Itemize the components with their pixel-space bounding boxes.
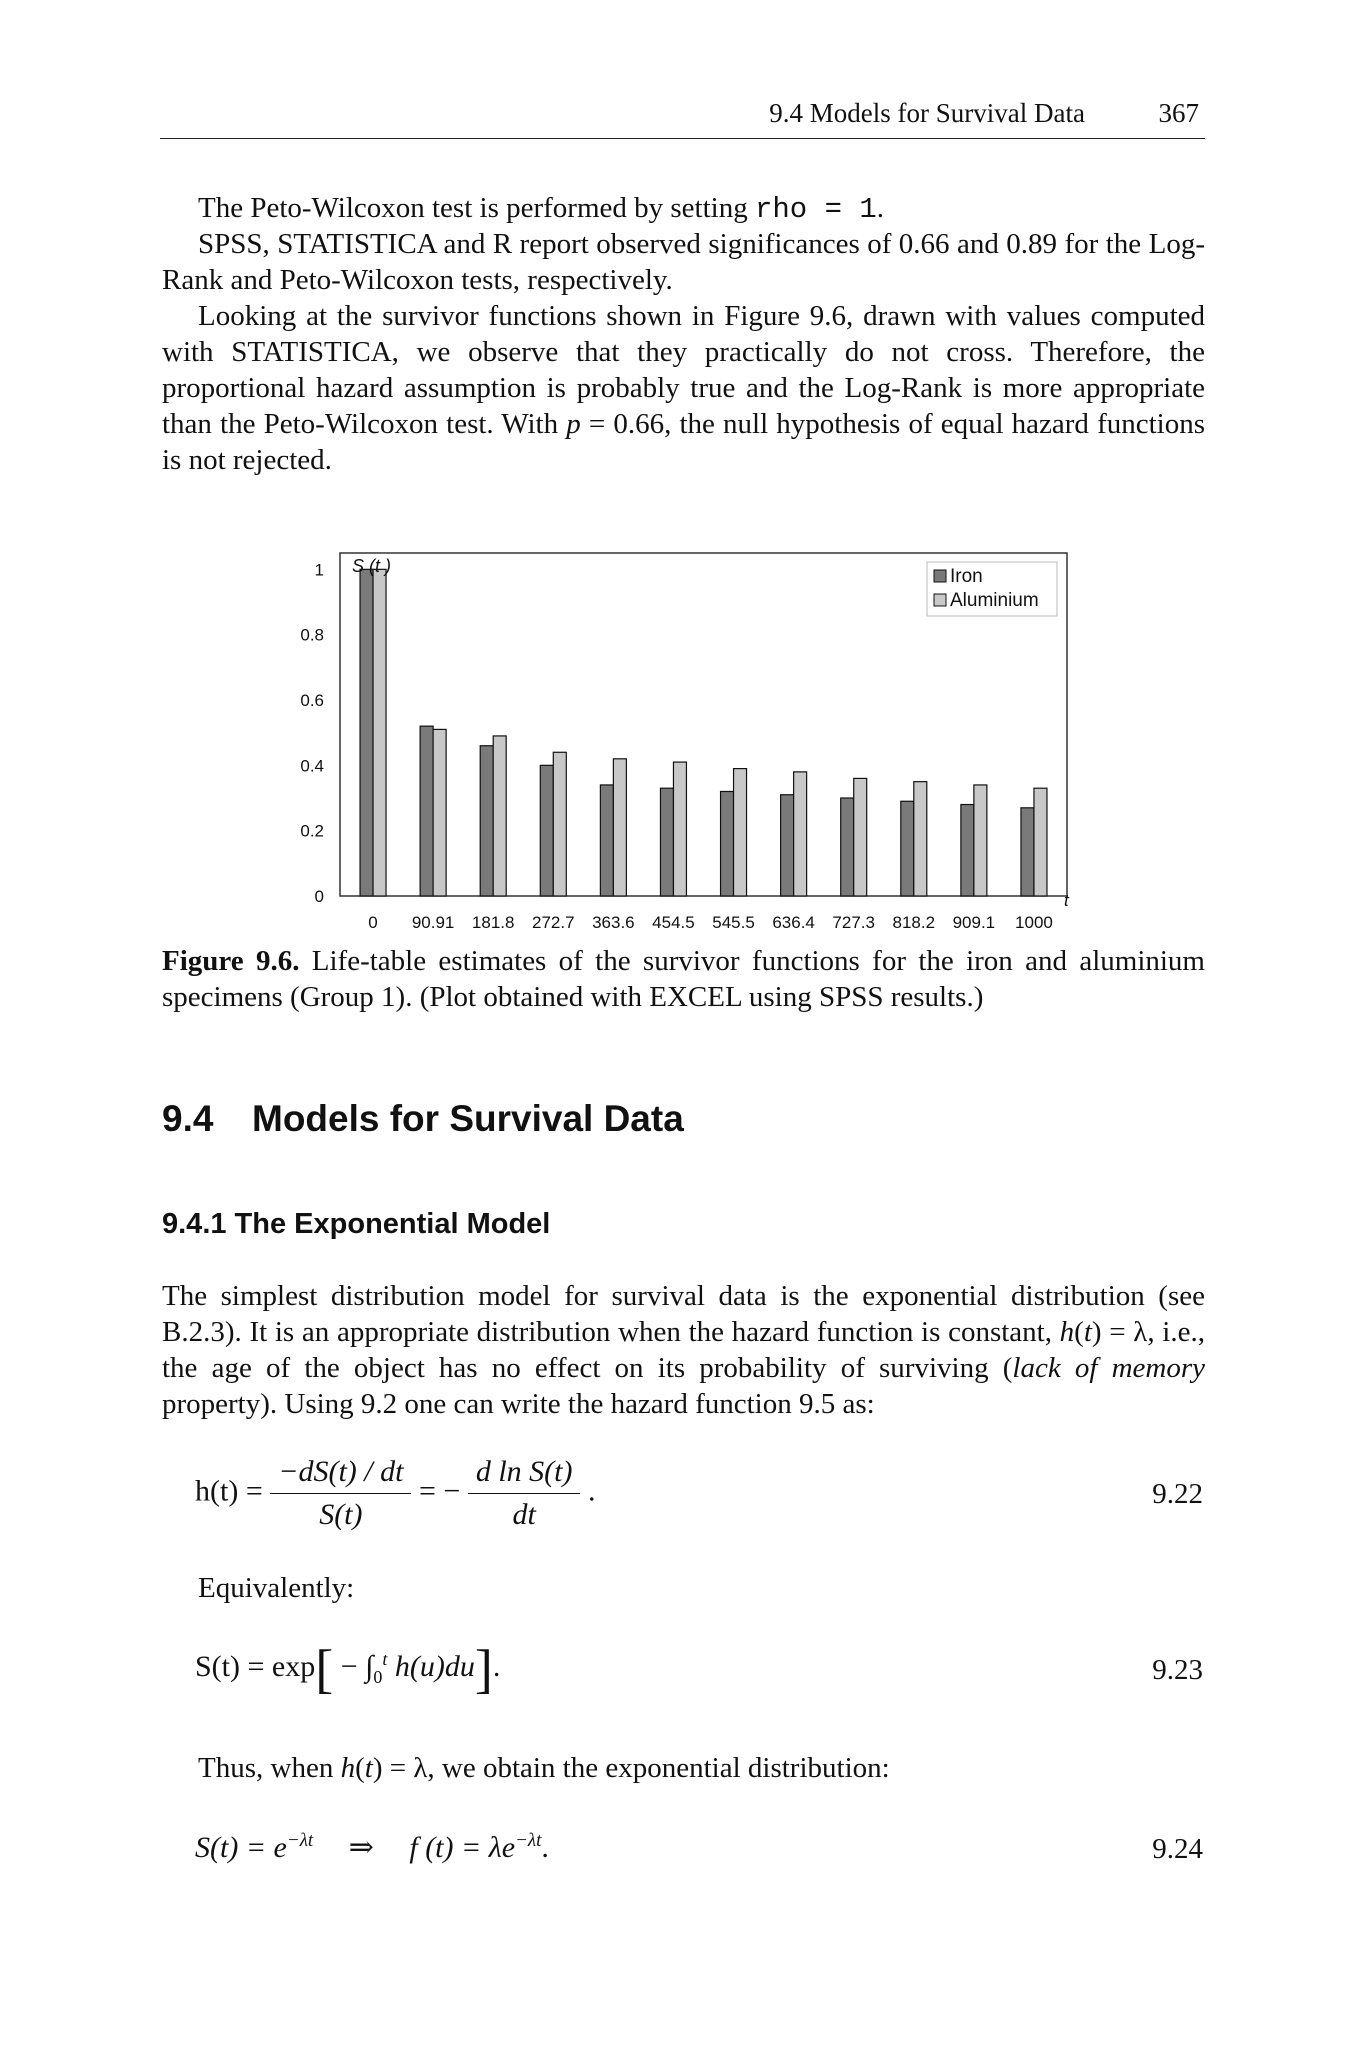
legend-label-iron: Iron (950, 566, 983, 587)
bar-iron-7 (781, 795, 794, 896)
x-tick-label: 272.7 (532, 913, 575, 932)
legend-swatch-iron (934, 570, 946, 582)
bar-aluminium-1 (433, 729, 446, 896)
figure-label: Figure 9.6. (162, 945, 300, 977)
bar-iron-6 (721, 791, 734, 896)
bar-aluminium-4 (613, 759, 626, 896)
bar-iron-0 (360, 569, 373, 896)
legend (927, 562, 1057, 616)
paragraph-exponential-model: The simplest distribution model for survival data is the exponential distribution (see B.2.3). It is an appropriate distribution when the hazard function is constant, h(t) = λ, i.e., the age of the object has no effect on its probability of surviving (lack of memory property). Using 9.2 one can write the hazard function 9.5 as: (162, 1280, 1205, 1420)
running-header (160, 98, 1205, 139)
equation-9-22: h(t) = $\frac{-dS(t) / dt}{S(t)}$ = − $\frac{\text{d ln S(t)}}{dt}$ . (195, 1455, 596, 1531)
paragraph-significances: SPSS, STATISTICA and R report observed significances of 0.66 and 0.89 for the Log-Rank and Peto-Wilcoxon tests, respectively. (162, 228, 1205, 296)
paragraph-thus: Thus, when h(t) = λ, we obtain the exponential distribution: (198, 1752, 890, 1784)
x-tick-label: 545.5 (712, 913, 755, 932)
bar-iron-10 (961, 805, 974, 896)
y-tick-label: 0 (314, 887, 324, 906)
bar-iron-8 (841, 798, 854, 896)
x-tick-label: 1000 (1015, 913, 1053, 932)
y-axis-label: S (t ) (352, 556, 391, 576)
legend-label-aluminium: Aluminium (950, 590, 1039, 611)
x-axis-label: t (1064, 891, 1069, 910)
bar-iron-9 (901, 801, 914, 896)
y-tick-label: 0.4 (300, 756, 324, 776)
bar-iron-2 (480, 746, 493, 896)
bar-aluminium-8 (854, 778, 867, 896)
page-number: 367 (1158, 98, 1199, 128)
x-tick-label: 727.3 (832, 913, 875, 932)
bar-aluminium-5 (673, 762, 686, 896)
y-tick-label: 0.2 (300, 821, 324, 841)
y-tick-label: 0.6 (300, 691, 324, 710)
survivor-function-bar-chart (280, 548, 1080, 938)
bar-aluminium-2 (493, 736, 506, 896)
bar-iron-3 (540, 765, 553, 896)
bar-aluminium-9 (914, 782, 927, 896)
figure-caption: Figure 9.6. Life-table estimates of the survivor functions for the iron and aluminium specimens (Group 1). (Plot obtained with EXCEL using SPSS results.) (162, 945, 1205, 1013)
x-tick-label: 363.6 (592, 913, 635, 932)
code-rho: rho = 1 (754, 193, 877, 226)
equation-9-23: $S(t) = \exp[ - \int_0^t$ h(u)du]. (195, 1639, 501, 1699)
bar-iron-11 (1021, 808, 1034, 896)
y-tick-label: 1 (314, 560, 324, 580)
bar-aluminium-10 (974, 785, 987, 896)
legend-swatch-aluminium (934, 594, 946, 606)
paragraph-equivalently: Equivalently: (198, 1572, 355, 1604)
x-tick-label: 636.4 (772, 913, 815, 932)
bar-iron-1 (420, 726, 433, 896)
section-heading: 9.4 Models for Survival Data (162, 1098, 684, 1139)
bar-iron-4 (600, 785, 613, 896)
x-tick-label: 454.5 (652, 913, 695, 932)
equation-number-9-24: 9.24 (1152, 1833, 1203, 1865)
bar-aluminium-3 (553, 752, 566, 896)
equation-number-9-23: 9.23 (1152, 1654, 1203, 1686)
paragraph-peto-wilcoxon: The Peto-Wilcoxon test is performed by setting rho = 1. (198, 192, 885, 226)
x-tick-label: 90.91 (411, 913, 455, 932)
x-tick-label: 0 (368, 913, 378, 932)
bar-aluminium-0 (373, 569, 386, 896)
y-tick-label: 0.8 (300, 625, 324, 645)
x-tick-label: 181.8 (471, 913, 515, 932)
bar-iron-5 (660, 788, 673, 896)
bar-aluminium-6 (734, 769, 747, 896)
paragraph-survivor-functions: Looking at the survivor functions shown in Figure 9.6, drawn with values computed with STATISTICA, we observe that they practically do not cross. Therefore, the proportional hazard assumption is probably true and the Log-Rank is more appropriate than the Peto-Wilcoxon test. With p = 0.66, the null hypothesis of equal hazard functions is not rejected. (162, 300, 1205, 476)
x-tick-label: 909.1 (952, 913, 996, 932)
bar-aluminium-11 (1034, 788, 1047, 896)
running-header-title: 9.4 Models for Survival Data (769, 98, 1085, 128)
bar-aluminium-7 (794, 772, 807, 896)
x-tick-label: 818.2 (892, 913, 936, 932)
equation-number-9-22: 9.22 (1152, 1478, 1203, 1510)
subsection-heading: 9.4.1 The Exponential Model (162, 1208, 551, 1240)
equation-9-24: $S(t) = e^{-\lambda t}$ ⇒ f $(t) = \lambda e^{-\lambda t}$. (195, 1830, 549, 1864)
